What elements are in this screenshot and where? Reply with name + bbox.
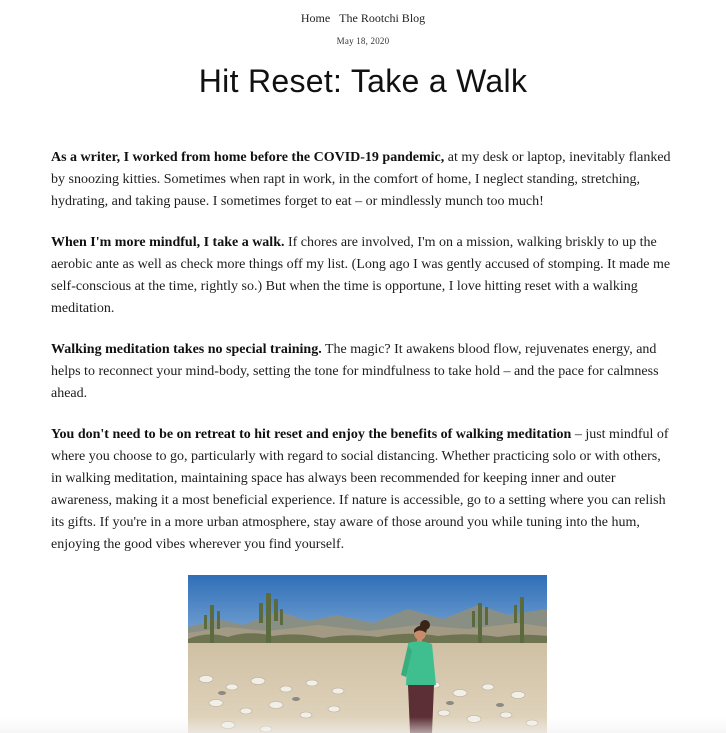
breadcrumb-home-link[interactable]: Home [300, 11, 331, 25]
desert-walking-meditation-image [188, 575, 547, 733]
paragraph-text: at my desk or laptop, inevitably flanked by snoozing kitties. Sometimes when rapt in work, in the comfort of home, I neglect standing, stretching, hydrating, and taking pause. I sometimes forget to eat – or mindlessly munch too much! [51, 150, 671, 209]
paragraph [51, 147, 675, 213]
paragraph [51, 232, 675, 320]
paragraph-text: If chores are involved, I'm on a mission, walking briskly to up the aerobic ante as well as check more things off my list. (Long ago I was gently accused of stomping. It made me self-conscious at the time, rightly so.) But when the time is opportune, I love hitting reset with a walking meditation. [51, 235, 671, 316]
post-date: May 18, 2020 [336, 36, 390, 46]
paragraph [51, 339, 675, 405]
breadcrumb [0, 11, 726, 26]
hero-image [188, 575, 547, 733]
breadcrumb-blog-link[interactable]: The Rootchi Blog [339, 11, 426, 25]
paragraph-lead: Walking meditation takes no special training. [51, 342, 322, 357]
paragraph-lead: As a writer, I worked from home before the COVID-19 pandemic, [51, 150, 445, 165]
paragraph-text: – just mindful of where you choose to go, particularly with regard to social distancing. Whether practicing solo or with others, in walking meditation, maintaining space has always been recommended for keeping inner and outer awareness, making it a most beneficial experience. If nature is accessible, go to a setting where you can relish its gifts. If you're in a more urban atmosphere, stay aware of those around you while tuning into the hum, enjoying the good vibes wherever you find yourself. [51, 427, 669, 552]
paragraph-lead: You don't need to be on retreat to hit reset and enjoy the benefits of walking meditation [51, 427, 572, 442]
paragraph-lead: When I'm more mindful, I take a walk. [51, 235, 285, 250]
paragraph-text: The magic? It awakens blood flow, rejuvenates energy, and helps to reconnect your mind-body, setting the tone for mindfulness to take hold – and the pace for calmness ahead. [51, 342, 659, 401]
page-title: Hit Reset: Take a Walk [198, 63, 528, 99]
article-body [51, 147, 675, 575]
paragraph [51, 424, 675, 556]
